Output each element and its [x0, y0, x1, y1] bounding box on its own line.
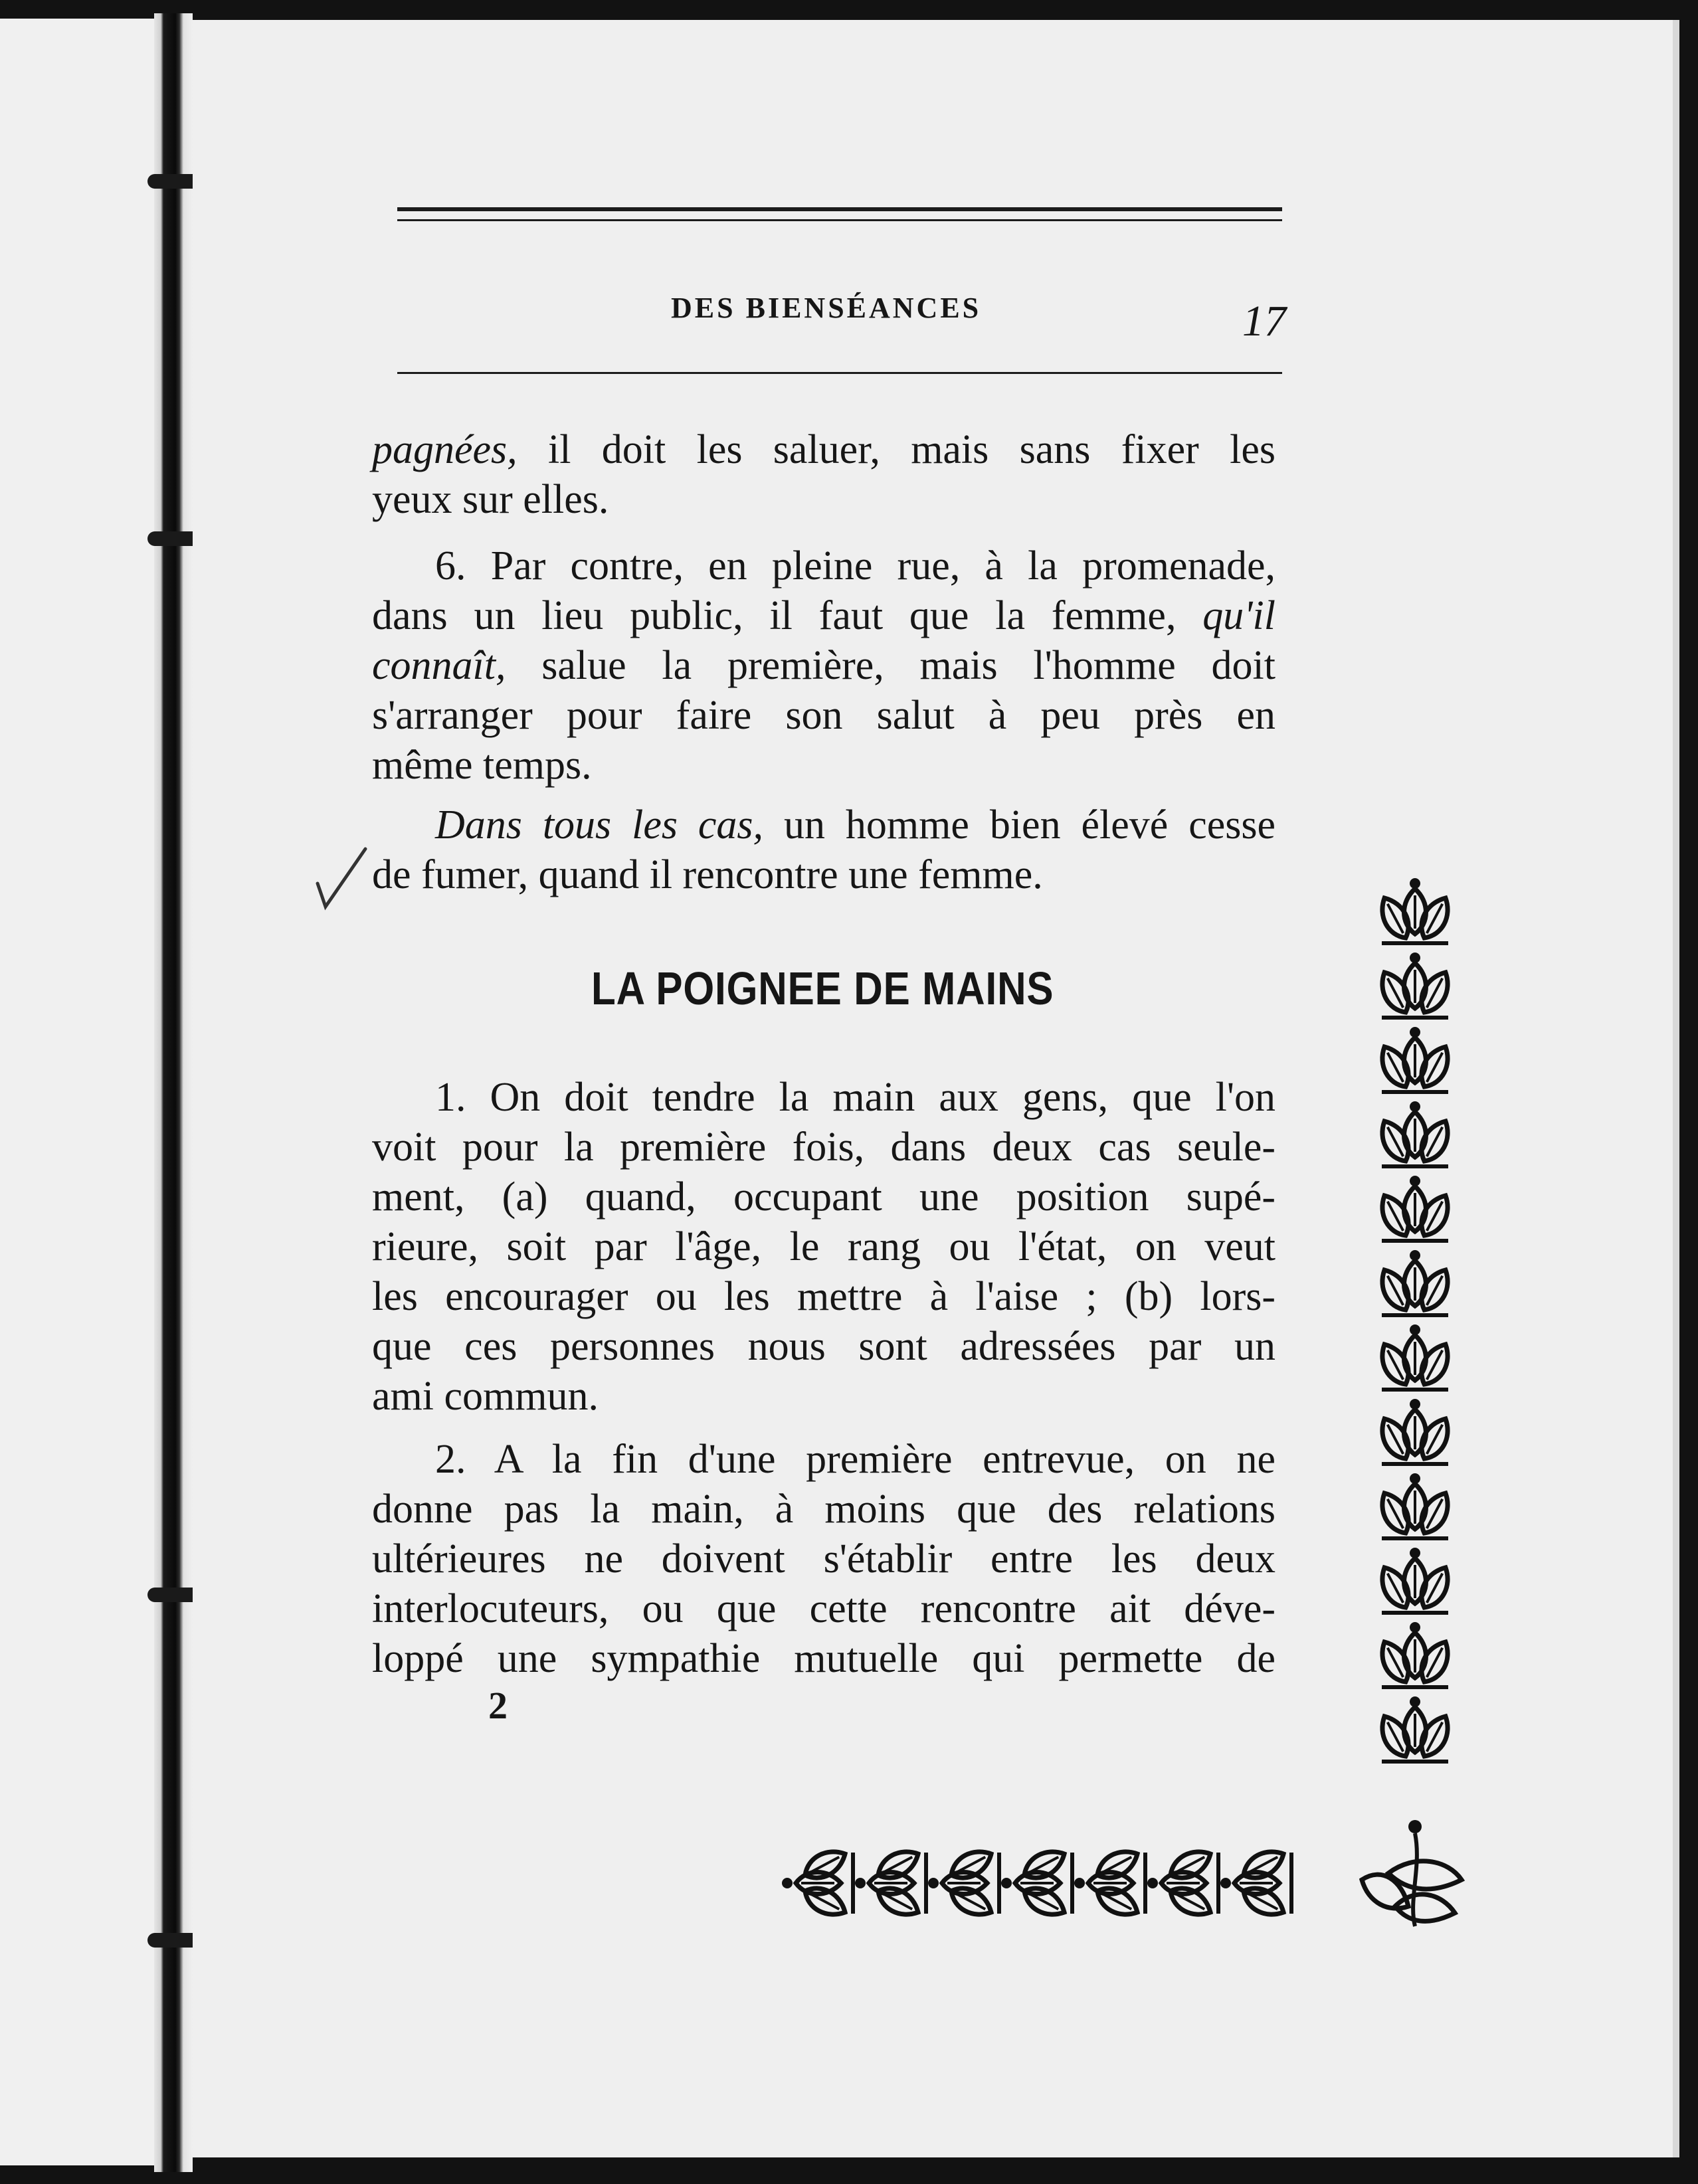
laurel-corner-ornament-icon: [777, 877, 1508, 1940]
paragraph-line: [372, 800, 1275, 850]
paragraph-line: yeux sur elles.: [372, 477, 609, 522]
paragraph-line: [372, 641, 1275, 691]
italic-phrase: qu'il: [1202, 593, 1275, 638]
paragraph-line: même temps.: [372, 743, 592, 788]
paragraph-line: que ces personnes nous sont adressées par un: [372, 1324, 1275, 1369]
signature-mark: 2: [488, 1684, 508, 1727]
paragraph-line: rieure, soit par l'âge, le rang ou l'état, on veut: [372, 1224, 1275, 1269]
page-number: 17: [1242, 297, 1286, 345]
paragraph-line: s'arranger pour faire son salut à peu près en: [372, 693, 1275, 738]
running-title: DES BIENSÉANCES: [671, 292, 982, 324]
pencil-checkmark-icon: [312, 844, 372, 917]
paragraph-line: 2. A la fin d'une première entrevue, on ne: [435, 1437, 1275, 1482]
paragraph-line: voit pour la première fois, dans deux cas seule-: [372, 1125, 1275, 1170]
paragraph-line: ment, (a) quand, occupant une position supé-: [372, 1174, 1275, 1220]
paragraph-line: ultérieures ne doivent s'établir entre les deux: [372, 1536, 1275, 1582]
header-rule-thin: [397, 219, 1282, 221]
paragraph-line: 6. Par contre, en pleine rue, à la promenade,: [435, 543, 1275, 589]
text-run: un homme bien élevé cesse: [784, 802, 1276, 848]
section-heading: LA POIGNEE DE MAINS: [591, 962, 1054, 1014]
text-run: il doit les saluer, mais sans fixer les: [517, 427, 1275, 472]
paragraph-line: [372, 425, 1275, 475]
paragraph-line: les encourager ou les mettre à l'aise ; (b) lors-: [372, 1274, 1275, 1319]
paragraph-line: donne pas la main, à moins que des relations: [372, 1487, 1275, 1532]
header-bottom-rule: [397, 372, 1282, 374]
paragraph-line: de fumer, quand il rencontre une femme.: [372, 852, 1043, 897]
text-run: dans un lieu public, il faut que la femme,: [372, 593, 1177, 638]
paragraph-line: ami commun.: [372, 1374, 599, 1419]
header-rule-thick: [397, 207, 1282, 211]
italic-word: connaît,: [372, 643, 506, 688]
text-run: salue la première, mais l'homme doit: [541, 643, 1275, 688]
paragraph-line: interlocuteurs, ou que cette rencontre ait déve-: [372, 1586, 1275, 1631]
facing-page-edge: [0, 19, 154, 2165]
italic-phrase: Dans tous les cas,: [435, 802, 764, 848]
paragraph-line: [372, 591, 1275, 641]
paragraph-line: loppé une sympathie mutuelle qui permette de: [372, 1636, 1275, 1681]
book-spine: [154, 13, 193, 2172]
paragraph-line: 1. On doit tendre la main aux gens, que l'on: [435, 1075, 1275, 1120]
italic-word: pagnées,: [372, 427, 518, 472]
